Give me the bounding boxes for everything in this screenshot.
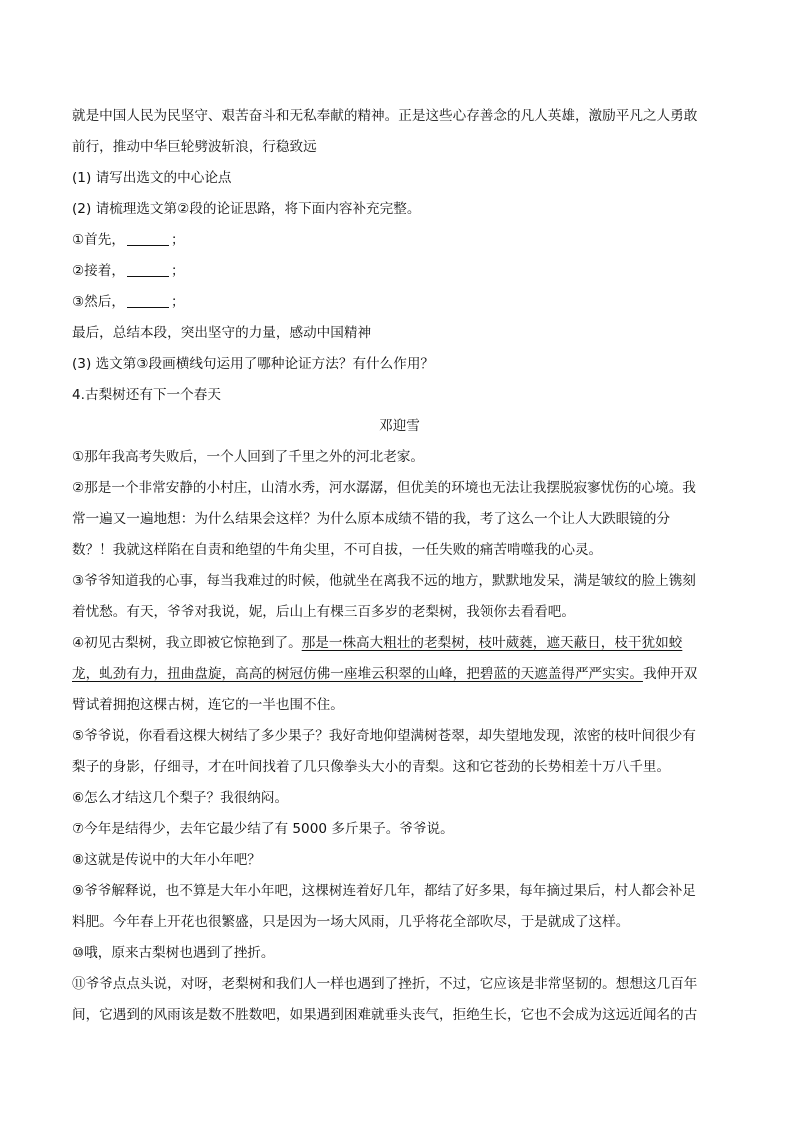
answer-blank[interactable] <box>127 262 169 277</box>
article-line: 梨子的身影，仔细寻，才在叶间找着了几只像拳头大小的青梨。这和它苍劲的长势相差十万八千里。 <box>72 759 671 775</box>
article-line <box>72 659 727 690</box>
article-line: 数？！我就这样陷在自责和绝望的牛角尖里，不可自拔，一任失败的痛苦啃噬我的心灵。 <box>72 542 603 558</box>
article-line: 着忧愁。有天，爷爷对我说，妮，后山上有棵三百多岁的老梨树，我领你去看看吧。 <box>72 604 575 620</box>
step-suffix: ； <box>170 263 185 279</box>
answer-step-1 <box>72 225 727 256</box>
article-line: ⑦今年是结得少，去年它最少结了有 5000 多斤果子。爷爷说。 <box>72 821 454 837</box>
step-label: ③然后， <box>72 294 125 310</box>
article-line: ②那是一个非常安静的小村庄，山清水秀，河水潺潺，但优美的环境也无法让我摆脱寂寥忧伤的心境。我 <box>72 480 696 496</box>
answer-blank[interactable] <box>127 293 169 308</box>
article-line: ⑨爷爷解释说，也不算是大年小年吧，这棵树连着好几年，都结了好多果，每年摘过果后，村人都会补足 <box>72 883 696 899</box>
underlined-sentence: 那是一株高大粗壮的老梨树，枝叶葳蕤，遮天蔽日，枝干犹如蛟 <box>301 635 683 651</box>
answer-blank[interactable] <box>127 231 169 246</box>
article-heading: 4.古梨树还有下一个春天 <box>72 387 221 403</box>
article-line: ⑧这就是传说中的大年小年吧？ <box>72 852 261 868</box>
question-1: (1) 请写出选文的中心论点 <box>72 170 232 186</box>
document-body <box>72 101 727 1031</box>
article-line: 臂试着拥抱这棵古树，连它的一半也围不住。 <box>72 697 344 713</box>
article-line: ①那年我高考失败后，一个人回到了千里之外的河北老家。 <box>72 449 425 465</box>
step-suffix: ； <box>170 232 185 248</box>
article-line <box>72 628 727 659</box>
question-3: (3) 选文第③段画横线句运用了哪种论证方法？有什么作用？ <box>72 356 435 372</box>
step-label: ①首先， <box>72 232 125 248</box>
article-line: 料肥。今年春上开花也很繁盛，只是因为一场大风雨，几乎将花全部吹尽，于是就成了这样。 <box>72 914 630 930</box>
passage-line: 前行，推动中华巨轮劈波斩浪，行稳致远 <box>72 139 317 155</box>
paragraph-4-text: 我伸开双 <box>642 666 698 682</box>
question-2: (2) 请梳理选文第②段的论证思路，将下面内容补充完整。 <box>72 201 421 217</box>
answer-step-2 <box>72 256 727 287</box>
article-line: ⑪爷爷点点头说，对呀，老梨树和我们人一样也遇到了挫折，不过，它应该是非常坚韧的。想想这几百年 <box>72 976 698 992</box>
passage-line: 就是中国人民为民坚守、艰苦奋斗和无私奉献的精神。正是这些心存善念的凡人英雄，激励平凡之人勇敢 <box>72 108 698 124</box>
article-line: 常一遍又一遍地想：为什么结果会这样？为什么原本成绩不错的我，考了这么一个让人大跌眼镜的分 <box>72 511 671 527</box>
article-line: ⑤爷爷说，你看看这棵大树结了多少果子？我好奇地仰望满树苍翠，却失望地发现，浓密的枝叶间很少有 <box>72 728 696 744</box>
answer-step-4: 最后，总结本段，突出坚守的力量，感动中国精神 <box>72 325 372 341</box>
paragraph-4-text: ④初见古梨树，我立即被它惊艳到了。 <box>72 635 302 651</box>
article-author: 邓迎雪 <box>379 418 420 434</box>
underlined-sentence: 龙，虬劲有力，扭曲盘旋，高高的树冠仿佛一座堆云积翠的山峰，把碧蓝的天遮盖得严严实实。 <box>72 666 643 682</box>
step-label: ②接着， <box>72 263 125 279</box>
answer-step-3 <box>72 287 727 318</box>
article-line: 间，它遇到的风雨该是数不胜数吧，如果遇到困难就垂头丧气，拒绝生长，它也不会成为这远近闻名的古 <box>72 1007 698 1023</box>
step-suffix: ； <box>170 294 185 310</box>
article-line: ③爷爷知道我的心事，每当我难过的时候，他就坐在离我不远的地方，默默地发呆，满是皱纹的脸上镌刻 <box>72 573 696 589</box>
article-line: ⑥怎么才结这几个梨子？我很纳闷。 <box>72 790 289 806</box>
article-line: ⑩哦，原来古梨树也遇到了挫折。 <box>72 945 275 961</box>
